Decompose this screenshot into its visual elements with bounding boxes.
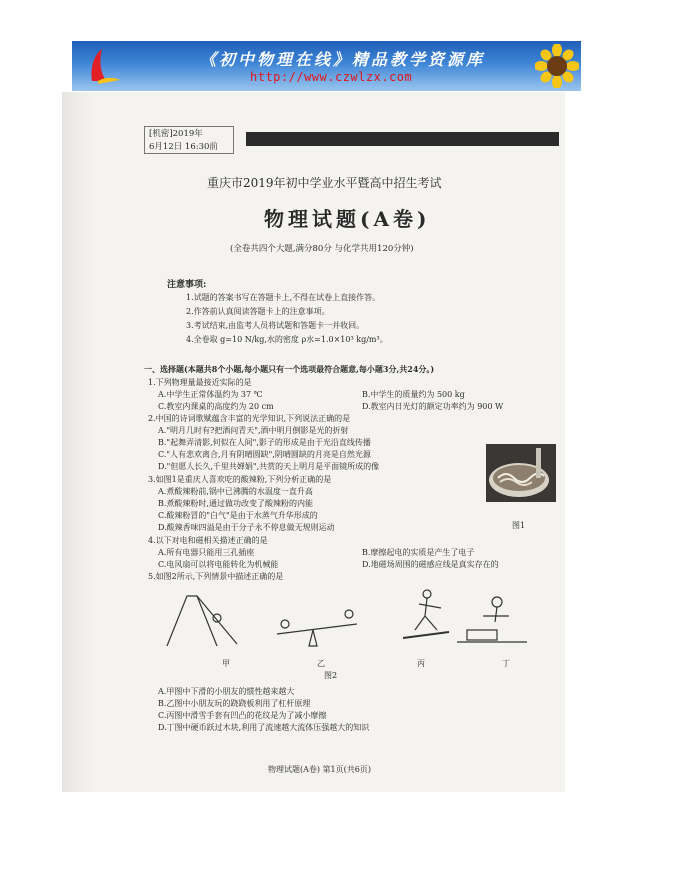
question-4-stem: 4.以下对电和磁相关描述正确的是 xyxy=(148,536,268,545)
q1-option-d: D.教室内日光灯的额定功率约为 900 W xyxy=(362,402,504,411)
notice-item: 4.全卷取 g=10 N/kg,水的密度 ρ水=1.0×10³ kg/m³。 xyxy=(186,335,388,344)
q1-option-c: C.教室内课桌的高度约为 20 cm xyxy=(158,402,274,411)
q4-option-d: D.地磁场周围的磁感应线是真实存在的 xyxy=(362,560,499,569)
q2-option-c: C."人有悲欢离合,月有阴晴圆缺",阴晴圆缺的月亮是自然光源 xyxy=(158,450,371,459)
notice-heading: 注意事项: xyxy=(167,280,207,290)
q5-option-a: A.甲图中下滑的小朋友的惯性越来越大 xyxy=(158,687,295,696)
site-logo-icon xyxy=(84,47,122,85)
exam-title: 重庆市2019年初中学业水平暨高中招生考试 xyxy=(207,176,442,190)
figure-2-label-jia: 甲 xyxy=(222,659,230,668)
figure-1-caption: 图1 xyxy=(512,521,526,530)
figure-1-noodle-bowl xyxy=(486,444,556,502)
secret-line-2: 6月12日 16:30前 xyxy=(149,142,218,152)
figure-2-scenes xyxy=(157,586,527,652)
figure-2-label-ding: 丁 xyxy=(502,659,510,668)
q2-option-a: A."明月几时有?把酒问青天",酒中明月倒影是光的折射 xyxy=(158,426,349,435)
q2-option-b: B."起舞弄清影,何似在人间",影子的形成是由于光沿直线传播 xyxy=(158,438,371,447)
banner-title: 《初中物理在线》精品教学资源库 xyxy=(200,50,486,69)
q4-option-c: C.电风扇可以将电能转化为机械能 xyxy=(158,560,279,569)
q5-option-d: D.丁图中硬币跃过木块,利用了流速越大流体压强越大的知识 xyxy=(158,723,370,732)
header-banner xyxy=(72,41,581,91)
q1-option-a: A.中学生正常体温约为 37 ℃ xyxy=(158,390,263,399)
main-title: 物理试题(A卷) xyxy=(264,207,431,231)
question-3-stem: 3.如图1是重庆人喜欢吃的酸辣粉,下列分析正确的是 xyxy=(148,475,332,484)
q3-option-b: B.煮酸辣粉时,通过做功改变了酸辣粉的内能 xyxy=(158,499,313,508)
q2-option-d: D."但愿人长久,千里共婵娟",共赏的天上明月是平面镜所成的像 xyxy=(158,462,380,471)
header-black-bar xyxy=(246,132,559,146)
notice-item: 3.考试结束,由监考人员将试题和答题卡一并收回。 xyxy=(186,321,365,330)
sunflower-icon xyxy=(535,44,579,88)
q1-option-b: B.中学生的质量约为 500 kg xyxy=(362,390,465,399)
q5-option-c: C.丙图中滑雪手套有凹凸的花纹是为了减小摩擦 xyxy=(158,711,327,720)
q3-option-d: D.酸辣香味四溢是由于分子永不停息做无规则运动 xyxy=(158,523,335,532)
question-1-stem: 1.下列物理量最接近实际的是 xyxy=(148,378,252,387)
q5-option-b: B.乙图中小朋友玩的跷跷板利用了杠杆原理 xyxy=(158,699,311,708)
exam-subtitle: (全卷共四个大题,满分80分 与化学共用120分钟) xyxy=(230,244,414,254)
notice-item: 1.试题的答案书写在答题卡上,不得在试卷上直接作答。 xyxy=(186,293,381,302)
q4-option-b: B.摩擦起电的实质是产生了电子 xyxy=(362,548,475,557)
figure-2-caption: 图2 xyxy=(324,671,338,680)
figure-2-label-yi: 乙 xyxy=(317,659,325,668)
q3-option-a: A.煮酸辣粉前,锅中已沸腾的水温度一直升高 xyxy=(158,487,313,496)
q4-option-a: A.所有电器只能用三孔插座 xyxy=(158,548,255,557)
banner-url[interactable]: http://www.czwlzx.com xyxy=(250,70,413,84)
question-5-stem: 5.如图2所示,下列情景中描述正确的是 xyxy=(148,572,284,581)
page-footer: 物理试题(A卷) 第1页(共6页) xyxy=(268,765,371,774)
secret-line-1: [机密]2019年 xyxy=(149,129,203,139)
question-2-stem: 2.中国的诗词歌赋蕴含丰富的光学知识,下列说法正确的是 xyxy=(148,414,351,423)
section-heading: 一、选择题(本题共8个小题,每小题只有一个选项最符合题意,每小题3分,共24分。) xyxy=(144,364,435,374)
q3-option-c: C.酸辣粉冒的"白气"是由于水蒸气升华形成的 xyxy=(158,511,318,520)
figure-2-label-bing: 丙 xyxy=(417,659,425,668)
scan-edge-shadow xyxy=(62,92,92,792)
secret-stamp xyxy=(144,126,234,154)
exam-page-scan xyxy=(62,92,565,792)
notice-item: 2.作答前认真阅读答题卡上的注意事项。 xyxy=(186,307,330,316)
